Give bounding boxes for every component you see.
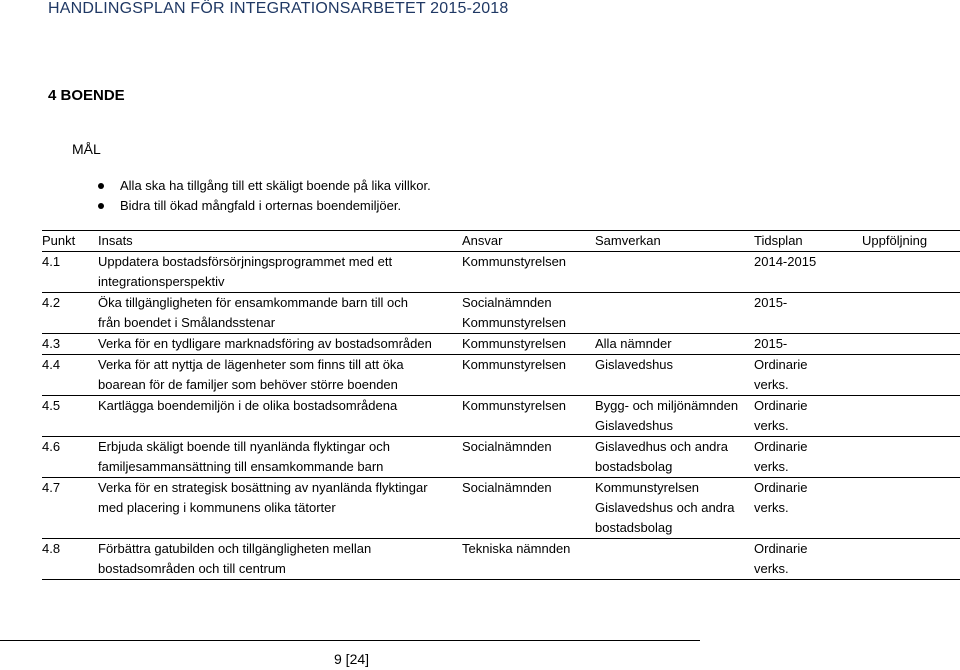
cell-tidsplan (754, 293, 862, 334)
cell-ansvar-line: Socialnämnden (462, 439, 552, 454)
cell-ansvar-line: Kommunstyrelsen (462, 254, 567, 269)
goal-text: Bidra till ökad mångfald i orternas boendemiljöer. (120, 198, 402, 213)
cell-insats (98, 478, 462, 539)
cell-insats (98, 437, 462, 478)
cell-insats-line: Verka för en strategisk bosättning av nyanlända flyktingar (98, 480, 428, 495)
cell-insats-line: Öka tillgängligheten för ensamkommande barn till och (98, 295, 409, 310)
cell-tidsplan (754, 396, 862, 437)
cell-punkt: 4.6 (42, 439, 61, 454)
goal-item (98, 176, 431, 196)
cell-insats (98, 252, 462, 293)
cell-tidsplan-line: Ordinarie (754, 541, 808, 556)
cell-ansvar (462, 293, 595, 334)
cell-insats-line: Verka för att nyttja de lägenheter som finns till att öka (98, 357, 404, 372)
cell-samverkan (595, 539, 754, 580)
cell-samverkan (595, 355, 754, 396)
cell-samverkan-line: Bygg- och miljönämnden (595, 398, 739, 413)
header-uppfoljning: Uppföljning (862, 233, 928, 248)
cell-samverkan-line: Gislavedshus (595, 418, 674, 433)
table-row (42, 334, 960, 355)
cell-samverkan (595, 252, 754, 293)
cell-samverkan-line: Gislavedshus (595, 357, 674, 372)
goal-label: MÅL (72, 141, 101, 157)
cell-tidsplan (754, 252, 862, 293)
cell-punkt: 4.3 (42, 336, 61, 351)
cell-tidsplan-line: verks. (754, 377, 789, 392)
bullet-icon (98, 183, 104, 189)
cell-samverkan-line: Gislavedshus och andra (595, 500, 735, 515)
cell-tidsplan-line: 2015- (754, 336, 788, 351)
cell-samverkan-line: bostadsbolag (595, 459, 673, 474)
table-row (42, 252, 960, 293)
cell-punkt: 4.5 (42, 398, 61, 413)
table-row (42, 539, 960, 580)
cell-insats (98, 539, 462, 580)
table-row (42, 396, 960, 437)
table-row (42, 478, 960, 539)
cell-uppfoljning (862, 437, 960, 478)
cell-uppfoljning (862, 478, 960, 539)
cell-tidsplan (754, 334, 862, 355)
table-body (42, 252, 960, 580)
cell-tidsplan-line: verks. (754, 561, 789, 576)
cell-ansvar-line: Socialnämnden (462, 480, 552, 495)
cell-tidsplan-line: Ordinarie (754, 480, 808, 495)
cell-insats-line: med placering i kommunens olika tätorter (98, 500, 336, 515)
cell-uppfoljning (862, 293, 960, 334)
cell-uppfoljning (862, 539, 960, 580)
cell-insats-line: Uppdatera bostadsförsörjningsprogrammet med ett (98, 254, 393, 269)
cell-ansvar-line: Kommunstyrelsen (462, 357, 567, 372)
bullet-icon (98, 203, 104, 209)
cell-tidsplan (754, 478, 862, 539)
cell-insats-line: bostadsområden och till centrum (98, 561, 286, 576)
cell-uppfoljning (862, 355, 960, 396)
goal-item (98, 196, 431, 216)
page-number: 9 [24] (334, 651, 370, 667)
cell-samverkan (595, 478, 754, 539)
cell-samverkan (595, 437, 754, 478)
table-row (42, 355, 960, 396)
cell-tidsplan (754, 539, 862, 580)
header-punkt: Punkt (42, 233, 76, 248)
cell-samverkan (595, 396, 754, 437)
cell-samverkan-line: Gislavedhus och andra (595, 439, 728, 454)
cell-insats (98, 293, 462, 334)
cell-samverkan-line: bostadsbolag (595, 520, 673, 535)
cell-ansvar (462, 334, 595, 355)
cell-ansvar-line: Tekniska nämnden (462, 541, 571, 556)
cell-insats-line: från boendet i Smålandsstenar (98, 315, 276, 330)
cell-samverkan-line: Alla nämnder (595, 336, 672, 351)
cell-tidsplan-line: verks. (754, 459, 789, 474)
cell-ansvar (462, 396, 595, 437)
cell-ansvar (462, 437, 595, 478)
cell-tidsplan (754, 437, 862, 478)
cell-punkt: 4.2 (42, 295, 61, 310)
cell-tidsplan-line: 2014-2015 (754, 254, 817, 269)
cell-insats (98, 334, 462, 355)
cell-ansvar-line: Kommunstyrelsen (462, 336, 567, 351)
cell-tidsplan-line: Ordinarie (754, 439, 808, 454)
cell-tidsplan-line: Ordinarie (754, 398, 808, 413)
cell-punkt: 4.7 (42, 480, 61, 495)
goal-text: Alla ska ha tillgång till ett skäligt boende på lika villkor. (120, 178, 431, 193)
cell-uppfoljning (862, 334, 960, 355)
header-tidsplan: Tidsplan (754, 233, 803, 248)
cell-ansvar-line: Socialnämnden (462, 295, 552, 310)
cell-tidsplan-line: verks. (754, 500, 789, 515)
cell-samverkan (595, 293, 754, 334)
cell-insats-line: Verka för en tydligare marknadsföring av bostadsområden (98, 336, 432, 351)
footer-divider (0, 640, 700, 641)
cell-insats-line: Erbjuda skäligt boende till nyanlända flyktingar och (98, 439, 390, 454)
cell-ansvar (462, 539, 595, 580)
header-samverkan: Samverkan (595, 233, 661, 248)
goal-list (98, 176, 431, 216)
cell-ansvar-line: Kommunstyrelsen (462, 315, 567, 330)
cell-uppfoljning (862, 396, 960, 437)
cell-insats (98, 355, 462, 396)
table-row (42, 293, 960, 334)
cell-tidsplan (754, 355, 862, 396)
cell-samverkan (595, 334, 754, 355)
table-header-row (42, 231, 960, 252)
cell-ansvar-line: Kommunstyrelsen (462, 398, 567, 413)
cell-ansvar (462, 478, 595, 539)
cell-tidsplan-line: verks. (754, 418, 789, 433)
action-plan-table (42, 230, 960, 580)
cell-insats-line: Kartlägga boendemiljön i de olika bostadsområdena (98, 398, 398, 413)
cell-insats-line: boarean för de familjer som behöver större boenden (98, 377, 398, 392)
cell-samverkan-line: Kommunstyrelsen (595, 480, 700, 495)
cell-punkt: 4.8 (42, 541, 61, 556)
cell-uppfoljning (862, 252, 960, 293)
cell-tidsplan-line: Ordinarie (754, 357, 808, 372)
cell-insats-line: Förbättra gatubilden och tillgängligheten mellan (98, 541, 372, 556)
cell-insats-line: integrationsperspektiv (98, 274, 225, 289)
cell-punkt: 4.4 (42, 357, 61, 372)
cell-ansvar (462, 252, 595, 293)
table-row (42, 437, 960, 478)
document-header-title: HANDLINGSPLAN FÖR INTEGRATIONSARBETET 2015-2018 (48, 0, 509, 17)
section-heading: 4 BOENDE (48, 87, 125, 104)
header-insats: Insats (98, 233, 133, 248)
cell-insats-line: familjesammansättning till ensamkommande barn (98, 459, 384, 474)
cell-ansvar (462, 355, 595, 396)
cell-insats (98, 396, 462, 437)
cell-tidsplan-line: 2015- (754, 295, 788, 310)
header-ansvar: Ansvar (462, 233, 503, 248)
cell-punkt: 4.1 (42, 254, 61, 269)
